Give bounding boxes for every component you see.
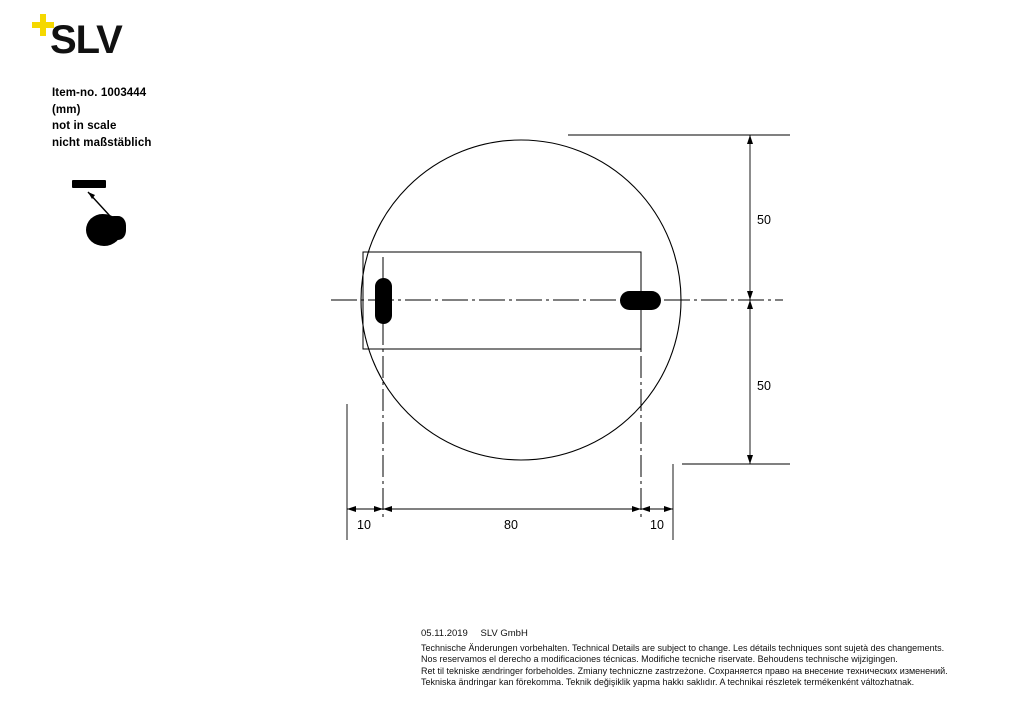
arrow-bottom-up xyxy=(747,300,753,309)
arrow-left10-l xyxy=(347,506,356,512)
footer-date: 05.11.2019 xyxy=(421,628,468,639)
scale-note-en: not in scale xyxy=(52,120,117,132)
dimension-label-bottom-50: 50 xyxy=(757,379,771,393)
dimension-label-left-10: 10 xyxy=(357,518,371,532)
arrow-bottom-down xyxy=(747,455,753,464)
arrow-left10-r xyxy=(374,506,383,512)
footer-disclaimer-line-1: Technische Änderungen vorbehalten. Technical Details are subject to change. Les détails techniques sont sujetà des changements. xyxy=(421,642,945,653)
footer-credit xyxy=(421,628,981,640)
footer-disclaimer-line-3: Ret til tekniske ændringer forbeholdes. Zmiany techniczne zastrzeżone. Сохраняется право на внесение технических изменений. xyxy=(421,665,948,676)
item-label: Item-no. xyxy=(52,87,98,99)
arrow-right10-l xyxy=(641,506,650,512)
dimension-label-right-10: 10 xyxy=(650,518,664,532)
item-number: 1003444 xyxy=(100,87,147,99)
arrow-top-up xyxy=(747,135,753,144)
scale-note-de: nicht maßstäblich xyxy=(52,136,152,149)
arrow-80-l xyxy=(383,506,392,512)
arrow-top-down xyxy=(747,291,753,300)
arrow-right10-r xyxy=(664,506,673,512)
arrow-80-r xyxy=(632,506,641,512)
unit-line: (mm) xyxy=(52,103,81,116)
footer-company: SLV GmbH xyxy=(480,628,528,639)
dimension-label-center-80: 80 xyxy=(504,518,518,532)
footer xyxy=(421,628,981,689)
dimension-label-top-50: 50 xyxy=(757,213,771,227)
footer-disclaimer-line-4: Tekniska ändringar kan förekomma. Teknik değişiklik yapma hakkı saklıdır. A technikai részletek termékenként változhatnak. xyxy=(421,677,915,688)
brand-name: SLV xyxy=(50,18,122,62)
footer-disclaimer-line-2: Nos reservamos el derecho a modificaciones técnicas. Modifiche tecniche riservate. Behoudens technische wijzigingen. xyxy=(421,654,898,665)
